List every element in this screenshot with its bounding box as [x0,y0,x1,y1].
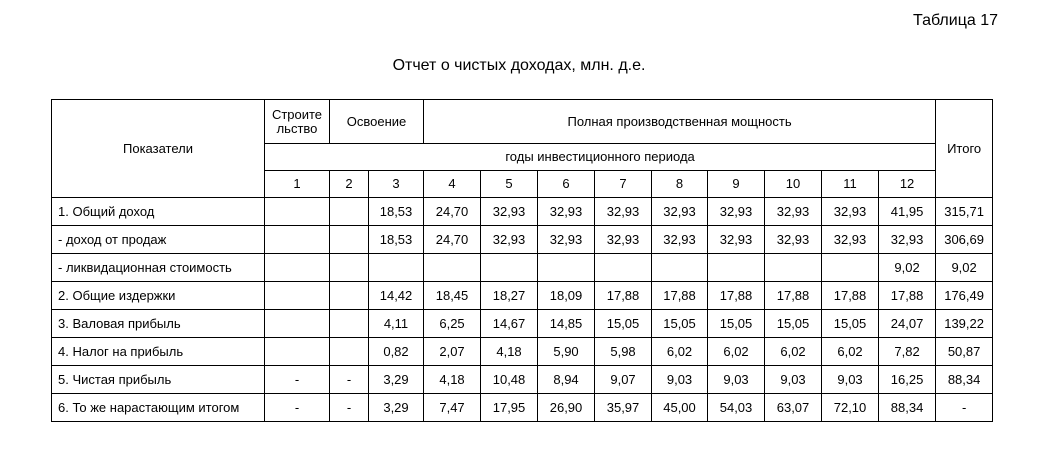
value-cell: 15,05 [652,310,708,338]
value-cell: 17,88 [595,282,652,310]
value-cell: 5,90 [538,338,595,366]
table-row [52,282,993,310]
table-row [52,254,993,282]
value-cell [265,198,330,226]
value-cell: 32,93 [765,198,822,226]
value-cell [369,254,424,282]
value-cell: 6,25 [424,310,481,338]
value-cell: - [330,394,369,422]
value-cell: 88,34 [879,394,936,422]
value-cell: - [330,366,369,394]
value-cell: 6,02 [765,338,822,366]
header-full-capacity: Полная производственная мощность [424,100,936,144]
value-cell: - [936,394,993,422]
table-row [52,338,993,366]
value-cell: 54,03 [708,394,765,422]
value-cell: 15,05 [595,310,652,338]
value-cell [265,226,330,254]
value-cell: 24,70 [424,198,481,226]
value-cell: 18,27 [481,282,538,310]
value-cell: 17,88 [822,282,879,310]
value-cell: 41,95 [879,198,936,226]
value-cell: 7,82 [879,338,936,366]
value-cell [265,282,330,310]
value-cell: 35,97 [595,394,652,422]
value-cell: 3,29 [369,366,424,394]
year-header-cell: 8 [652,171,708,198]
value-cell: 17,88 [765,282,822,310]
value-cell: 4,11 [369,310,424,338]
year-header-cell: 5 [481,171,538,198]
value-cell: 306,69 [936,226,993,254]
value-cell: 3,29 [369,394,424,422]
table-row [52,226,993,254]
value-cell [330,226,369,254]
value-cell: 4,18 [424,366,481,394]
value-cell: 72,10 [822,394,879,422]
header-construction: Строите льство [265,100,330,144]
value-cell: 0,82 [369,338,424,366]
value-cell: 24,70 [424,226,481,254]
value-cell: 18,53 [369,226,424,254]
table-row [52,310,993,338]
table-body [52,198,993,422]
year-header-cell: 10 [765,171,822,198]
year-header-cell: 7 [595,171,652,198]
value-cell: 14,85 [538,310,595,338]
value-cell: 63,07 [765,394,822,422]
row-label: 4. Налог на прибыль [52,338,265,366]
value-cell: 4,18 [481,338,538,366]
value-cell: 9,07 [595,366,652,394]
value-cell: 9,03 [765,366,822,394]
value-cell: 50,87 [936,338,993,366]
value-cell [652,254,708,282]
value-cell: 32,93 [822,198,879,226]
value-cell [330,282,369,310]
value-cell: 17,95 [481,394,538,422]
value-cell [822,254,879,282]
value-cell: 9,03 [822,366,879,394]
table-number: Таблица 17 [913,12,998,29]
value-cell: 32,93 [538,198,595,226]
row-label: - доход от продаж [52,226,265,254]
value-cell: - [265,366,330,394]
value-cell: 6,02 [708,338,765,366]
value-cell: 32,93 [708,198,765,226]
value-cell: 17,88 [708,282,765,310]
value-cell [595,254,652,282]
report-title: Отчет о чистых доходах, млн. д.е. [392,57,646,74]
value-cell [708,254,765,282]
value-cell: 32,93 [595,226,652,254]
row-label: 2. Общие издержки [52,282,265,310]
table-row [52,394,993,422]
value-cell [765,254,822,282]
year-header-cell: 4 [424,171,481,198]
value-cell: 6,02 [822,338,879,366]
value-cell: 18,09 [538,282,595,310]
value-cell: 15,05 [822,310,879,338]
value-cell: 315,71 [936,198,993,226]
value-cell: 32,93 [822,226,879,254]
value-cell: 139,22 [936,310,993,338]
value-cell: 32,93 [708,226,765,254]
value-cell: 6,02 [652,338,708,366]
value-cell: 14,67 [481,310,538,338]
value-cell: 7,47 [424,394,481,422]
value-cell: 26,90 [538,394,595,422]
value-cell [265,310,330,338]
value-cell [424,254,481,282]
value-cell: 32,93 [481,226,538,254]
year-header-cell: 9 [708,171,765,198]
net-income-table [51,99,993,422]
value-cell: 88,34 [936,366,993,394]
year-header-cell: 6 [538,171,595,198]
header-total: Итого [936,100,993,198]
value-cell [265,338,330,366]
value-cell: 8,94 [538,366,595,394]
value-cell: 16,25 [879,366,936,394]
value-cell [538,254,595,282]
row-label: 3. Валовая прибыль [52,310,265,338]
value-cell: 32,93 [595,198,652,226]
year-header-cell: 12 [879,171,936,198]
header-years: годы инвестиционного периода [265,144,936,171]
value-cell [265,254,330,282]
value-cell: 15,05 [708,310,765,338]
value-cell: 9,02 [936,254,993,282]
value-cell: 17,88 [652,282,708,310]
year-header-cell: 3 [369,171,424,198]
value-cell: 24,07 [879,310,936,338]
value-cell [481,254,538,282]
value-cell: - [265,394,330,422]
value-cell [330,198,369,226]
row-label: 5. Чистая прибыль [52,366,265,394]
value-cell: 2,07 [424,338,481,366]
value-cell: 9,03 [652,366,708,394]
value-cell: 5,98 [595,338,652,366]
value-cell: 45,00 [652,394,708,422]
row-label: - ликвидационная стоимость [52,254,265,282]
value-cell: 32,93 [652,226,708,254]
value-cell: 32,93 [765,226,822,254]
value-cell: 9,03 [708,366,765,394]
row-label: 1. Общий доход [52,198,265,226]
value-cell: 176,49 [936,282,993,310]
value-cell: 15,05 [765,310,822,338]
row-label: 6. То же нарастающим итогом [52,394,265,422]
value-cell: 10,48 [481,366,538,394]
value-cell: 32,93 [652,198,708,226]
value-cell: 9,02 [879,254,936,282]
year-header-cell: 2 [330,171,369,198]
value-cell: 32,93 [538,226,595,254]
value-cell [330,338,369,366]
year-header-cell: 1 [265,171,330,198]
value-cell: 14,42 [369,282,424,310]
value-cell: 17,88 [879,282,936,310]
value-cell [330,254,369,282]
year-header-cell: 11 [822,171,879,198]
value-cell: 32,93 [879,226,936,254]
table-row [52,198,993,226]
value-cell: 18,45 [424,282,481,310]
header-development: Освоение [330,100,424,144]
header-indicators: Показатели [52,100,265,198]
table-row [52,366,993,394]
value-cell [330,310,369,338]
value-cell: 32,93 [481,198,538,226]
value-cell: 18,53 [369,198,424,226]
